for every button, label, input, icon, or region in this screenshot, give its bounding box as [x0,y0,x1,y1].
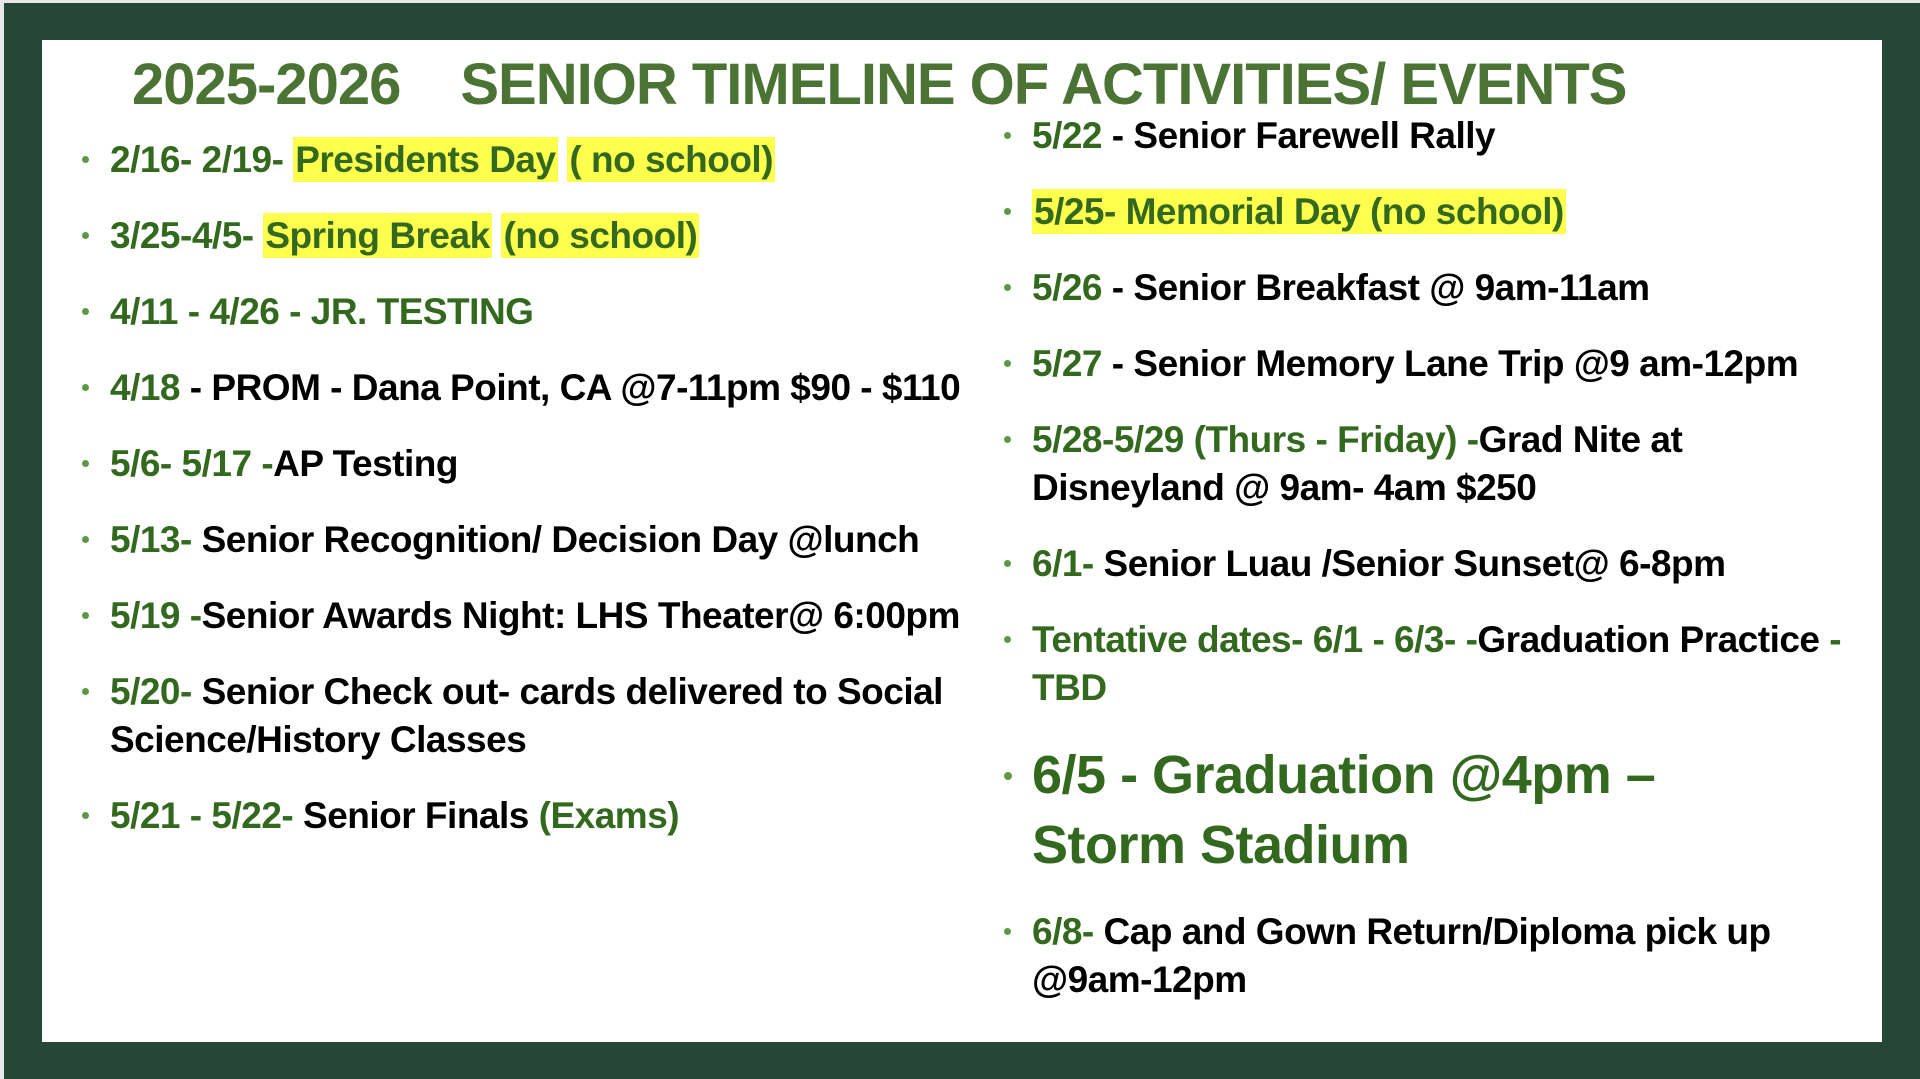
bullet-icon [82,612,89,619]
list-item: 5/6- 5/17 -AP Testing [80,440,1010,488]
list-item: 2/16- 2/19- Presidents Day ( no school) [80,136,1010,184]
bullet-icon [1004,132,1011,139]
bullet-icon [82,460,89,467]
bullet-icon [1004,360,1011,367]
bullet-icon [82,156,89,163]
bullet-icon [82,536,89,543]
list-item: 4/11 - 4/26 - JR. TESTING [80,288,1010,336]
title-year: 2025-2026 [132,52,401,117]
list-item: 5/25- Memorial Day (no school) [1002,188,1882,236]
bullet-icon [82,232,89,239]
list-item: 5/21 - 5/22- Senior Finals (Exams) [80,792,1010,840]
list-item: 5/26 - Senior Breakfast @ 9am-11am [1002,264,1882,312]
list-item: 5/22 - Senior Farewell Rally [1002,112,1882,160]
bullet-icon [1004,636,1011,643]
title-text: SENIOR TIMELINE OF ACTIVITIES/ EVENTS [460,52,1627,117]
left-edge [0,0,4,1079]
bullet-icon [82,688,89,695]
list-item: 5/13- Senior Recognition/ Decision Day @lunch [80,516,1010,564]
list-item: 5/28-5/29 (Thurs - Friday) -Grad Nite at Disneyland @ 9am- 4am $250 [1002,416,1882,512]
bullet-icon [1004,560,1011,567]
bullet-icon [1004,436,1011,443]
bullet-icon [1004,208,1011,215]
list-item: 6/8- Cap and Gown Return/Diploma pick up @9am-12pm [1002,908,1812,1004]
left-column [80,136,1010,868]
list-item: 5/27 - Senior Memory Lane Trip @9 am-12pm [1002,340,1882,388]
list-item: 5/19 -Senior Awards Night: LHS Theater@ 6:00pm [80,592,1010,640]
slide-panel [42,40,1882,1042]
list-item: 6/1- Senior Luau /Senior Sunset@ 6-8pm [1002,540,1882,588]
graduation-item: 6/5 - Graduation @4pm – Storm Stadium [1002,740,1772,880]
bullet-icon [82,384,89,391]
list-item: 3/25-4/5- Spring Break (no school) [80,212,1010,260]
list-item: Tentative dates- 6/1 - 6/3- -Graduation Practice -TBD [1002,616,1882,712]
right-column [1002,112,1882,1032]
bullet-icon [82,812,89,819]
bullet-icon [1004,928,1011,935]
bullet-icon [1004,772,1012,780]
list-item: 4/18 - PROM - Dana Point, CA @7-11pm $90 - $110 [80,364,1010,412]
top-edge [0,0,1920,3]
list-item: 5/20- Senior Check out- cards delivered to Social Science/History Classes [80,668,1010,764]
bullet-icon [82,308,89,315]
bullet-icon [1004,284,1011,291]
